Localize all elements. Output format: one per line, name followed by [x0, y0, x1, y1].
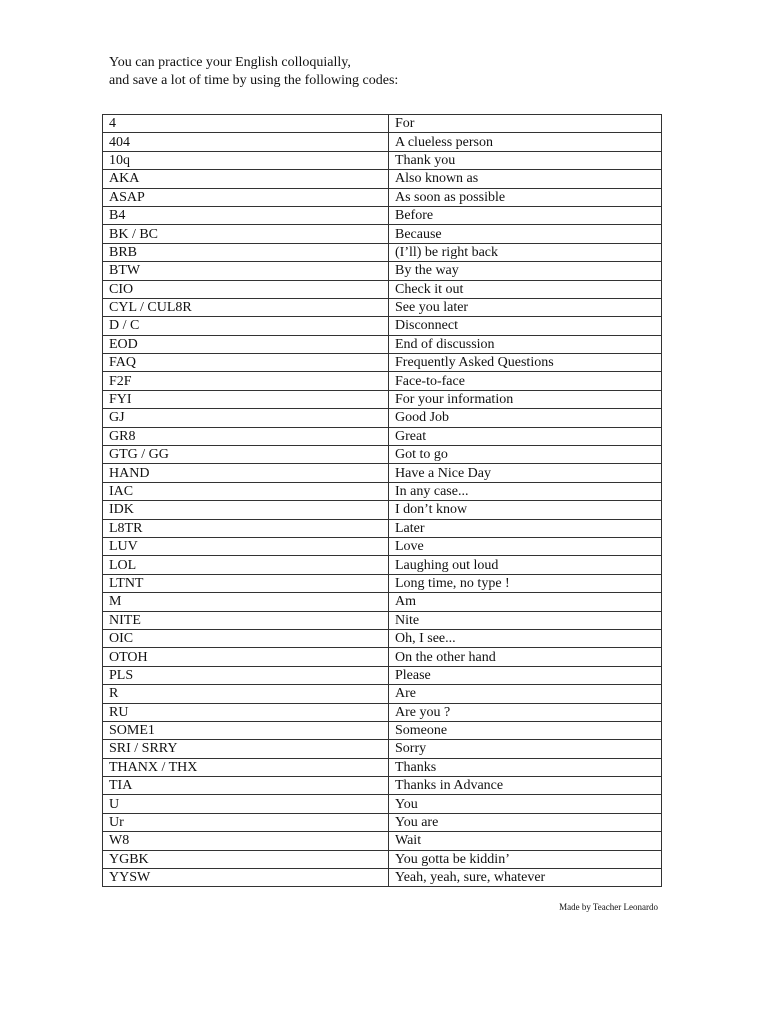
- meaning-cell: Are you ?: [389, 703, 662, 721]
- code-cell: 404: [103, 133, 389, 151]
- code-cell: YYSW: [103, 869, 389, 887]
- code-cell: YGBK: [103, 850, 389, 868]
- meaning-cell: Because: [389, 225, 662, 243]
- table-row: [103, 188, 662, 206]
- table-row: [103, 115, 662, 133]
- code-cell: D / C: [103, 317, 389, 335]
- meaning-cell: Someone: [389, 721, 662, 739]
- author-credit: Made by Teacher Leonardo: [559, 902, 658, 912]
- table-row: [103, 850, 662, 868]
- meaning-cell: You gotta be kiddin’: [389, 850, 662, 868]
- table-row: [103, 740, 662, 758]
- table-row: [103, 482, 662, 500]
- meaning-cell: Disconnect: [389, 317, 662, 335]
- code-cell: RU: [103, 703, 389, 721]
- meaning-cell: For: [389, 115, 662, 133]
- table-row: [103, 206, 662, 224]
- meaning-cell: Before: [389, 206, 662, 224]
- table-row: [103, 629, 662, 647]
- table-row: [103, 243, 662, 261]
- meaning-cell: As soon as possible: [389, 188, 662, 206]
- table-row: [103, 446, 662, 464]
- meaning-cell: Sorry: [389, 740, 662, 758]
- code-cell: BK / BC: [103, 225, 389, 243]
- meaning-cell: Thanks in Advance: [389, 777, 662, 795]
- meaning-cell: Good Job: [389, 409, 662, 427]
- code-cell: NITE: [103, 611, 389, 629]
- code-cell: B4: [103, 206, 389, 224]
- table-row: [103, 409, 662, 427]
- table-row: [103, 685, 662, 703]
- code-cell: SRI / SRRY: [103, 740, 389, 758]
- table-row: [103, 354, 662, 372]
- codes-table-body: [103, 115, 662, 887]
- table-row: [103, 648, 662, 666]
- meaning-cell: Later: [389, 519, 662, 537]
- codes-table: [102, 114, 662, 887]
- table-row: [103, 574, 662, 592]
- code-cell: L8TR: [103, 519, 389, 537]
- code-cell: LTNT: [103, 574, 389, 592]
- table-row: [103, 593, 662, 611]
- meaning-cell: Frequently Asked Questions: [389, 354, 662, 372]
- code-cell: F2F: [103, 372, 389, 390]
- table-row: [103, 721, 662, 739]
- meaning-cell: Yeah, yeah, sure, whatever: [389, 869, 662, 887]
- table-row: [103, 813, 662, 831]
- code-cell: LOL: [103, 556, 389, 574]
- code-cell: GTG / GG: [103, 446, 389, 464]
- meaning-cell: Great: [389, 427, 662, 445]
- meaning-cell: Have a Nice Day: [389, 464, 662, 482]
- meaning-cell: Thank you: [389, 151, 662, 169]
- code-cell: CYL / CUL8R: [103, 298, 389, 316]
- code-cell: M: [103, 593, 389, 611]
- code-cell: EOD: [103, 335, 389, 353]
- code-cell: AKA: [103, 170, 389, 188]
- table-row: [103, 170, 662, 188]
- code-cell: IDK: [103, 501, 389, 519]
- meaning-cell: Oh, I see...: [389, 629, 662, 647]
- table-row: [103, 317, 662, 335]
- table-row: [103, 151, 662, 169]
- meaning-cell: Got to go: [389, 446, 662, 464]
- table-row: [103, 335, 662, 353]
- table-row: [103, 372, 662, 390]
- table-row: [103, 298, 662, 316]
- table-row: [103, 427, 662, 445]
- intro-line-2: and save a lot of time by using the following codes:: [109, 73, 399, 88]
- code-cell: GR8: [103, 427, 389, 445]
- table-row: [103, 519, 662, 537]
- code-cell: U: [103, 795, 389, 813]
- code-cell: W8: [103, 832, 389, 850]
- table-row: [103, 795, 662, 813]
- code-cell: CIO: [103, 280, 389, 298]
- table-row: [103, 869, 662, 887]
- table-row: [103, 225, 662, 243]
- code-cell: BTW: [103, 262, 389, 280]
- code-cell: 10q: [103, 151, 389, 169]
- intro-line-1: You can practice your English colloquially,: [109, 55, 351, 70]
- meaning-cell: By the way: [389, 262, 662, 280]
- meaning-cell: Thanks: [389, 758, 662, 776]
- code-cell: GJ: [103, 409, 389, 427]
- code-cell: BRB: [103, 243, 389, 261]
- code-cell: OIC: [103, 629, 389, 647]
- meaning-cell: End of discussion: [389, 335, 662, 353]
- meaning-cell: Also known as: [389, 170, 662, 188]
- code-cell: SOME1: [103, 721, 389, 739]
- table-row: [103, 777, 662, 795]
- meaning-cell: In any case...: [389, 482, 662, 500]
- meaning-cell: You are: [389, 813, 662, 831]
- code-cell: TIA: [103, 777, 389, 795]
- meaning-cell: You: [389, 795, 662, 813]
- meaning-cell: Are: [389, 685, 662, 703]
- code-cell: ASAP: [103, 188, 389, 206]
- code-cell: HAND: [103, 464, 389, 482]
- code-cell: FAQ: [103, 354, 389, 372]
- meaning-cell: Long time, no type !: [389, 574, 662, 592]
- table-row: [103, 832, 662, 850]
- code-cell: THANX / THX: [103, 758, 389, 776]
- code-cell: IAC: [103, 482, 389, 500]
- table-row: [103, 666, 662, 684]
- meaning-cell: I don’t know: [389, 501, 662, 519]
- code-cell: 4: [103, 115, 389, 133]
- table-row: [103, 390, 662, 408]
- code-cell: FYI: [103, 390, 389, 408]
- table-row: [103, 280, 662, 298]
- table-row: [103, 262, 662, 280]
- meaning-cell: Please: [389, 666, 662, 684]
- table-row: [103, 464, 662, 482]
- intro-text: [109, 54, 398, 90]
- table-row: [103, 133, 662, 151]
- table-row: [103, 537, 662, 555]
- table-row: [103, 611, 662, 629]
- meaning-cell: Wait: [389, 832, 662, 850]
- table-row: [103, 758, 662, 776]
- meaning-cell: On the other hand: [389, 648, 662, 666]
- code-cell: R: [103, 685, 389, 703]
- code-cell: LUV: [103, 537, 389, 555]
- meaning-cell: For your information: [389, 390, 662, 408]
- meaning-cell: Laughing out loud: [389, 556, 662, 574]
- meaning-cell: Nite: [389, 611, 662, 629]
- code-cell: Ur: [103, 813, 389, 831]
- meaning-cell: See you later: [389, 298, 662, 316]
- code-cell: OTOH: [103, 648, 389, 666]
- meaning-cell: (I’ll) be right back: [389, 243, 662, 261]
- meaning-cell: A clueless person: [389, 133, 662, 151]
- table-row: [103, 501, 662, 519]
- meaning-cell: Face-to-face: [389, 372, 662, 390]
- code-cell: PLS: [103, 666, 389, 684]
- table-row: [103, 556, 662, 574]
- meaning-cell: Love: [389, 537, 662, 555]
- table-row: [103, 703, 662, 721]
- meaning-cell: Am: [389, 593, 662, 611]
- meaning-cell: Check it out: [389, 280, 662, 298]
